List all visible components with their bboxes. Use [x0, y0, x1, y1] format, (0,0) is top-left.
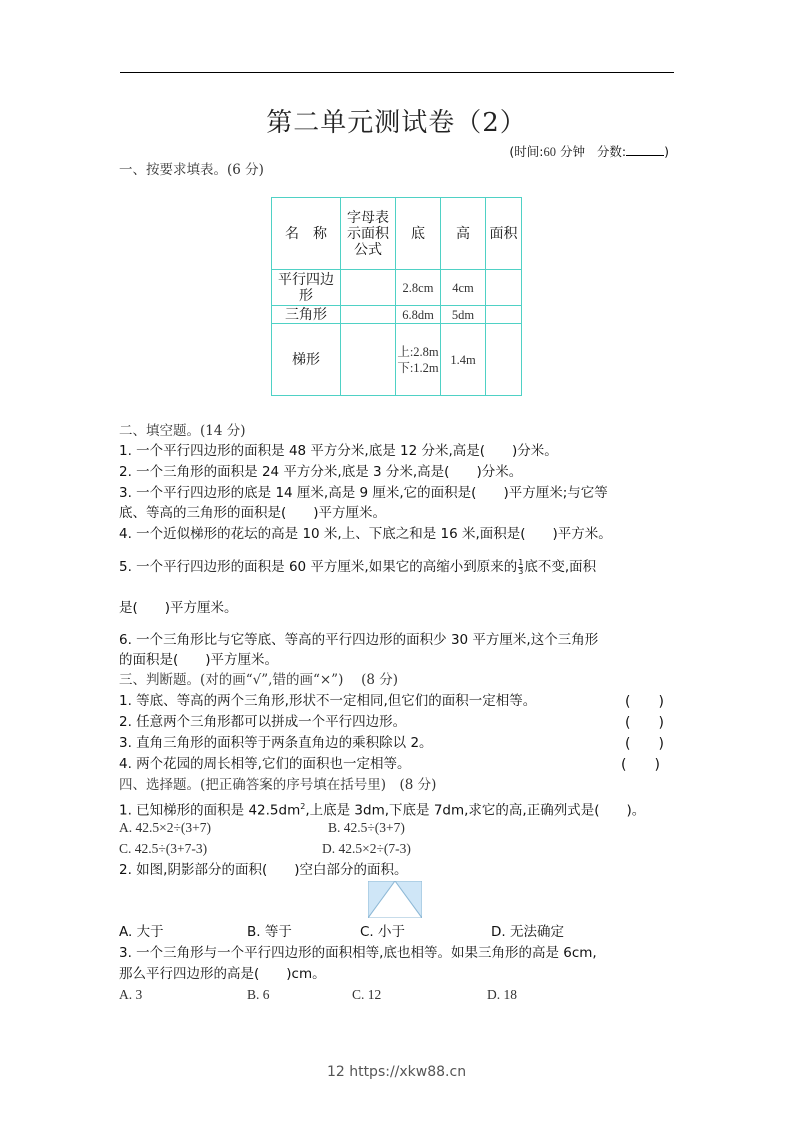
time-unit: 分钟: [559, 144, 585, 159]
time-value: 60: [543, 145, 556, 159]
header-height: 高: [441, 198, 486, 270]
choice-q2-option-c[interactable]: C. 小于: [360, 924, 406, 940]
fill-item-5-tail: 底不变,面积: [524, 559, 597, 575]
score-label: 分数:: [596, 144, 627, 159]
section3-heading: 三、判断题。(对的画“√”,错的画“×”) (8 分): [119, 672, 399, 688]
time-label: (时间:: [509, 144, 544, 159]
score-blank[interactable]: [626, 143, 664, 156]
page-title: 第二单元测试卷（2）: [266, 108, 527, 138]
row-base: 6.8dm: [396, 306, 441, 324]
choice-q1-text: 1. 已知梯形的面积是 42.5dm: [119, 802, 301, 819]
choice-q1-text-tail: ,上底是 3dm,下底是 7dm,求它的高,正确列式是( )。: [305, 802, 646, 819]
fill-item-3-cont: 底、等高的三角形的面积是( )平方厘米。: [119, 505, 387, 521]
fill-item-6-cont: 的面积是( )平方厘米。: [119, 652, 279, 668]
fraction-denominator: 3: [518, 566, 524, 576]
fill-item-3: 3. 一个平行四边形的底是 14 厘米,高是 9 厘米,它的面积是( )平方厘米;与它等: [119, 485, 608, 501]
page-footer: 12 https://xkw88.cn: [326, 1064, 467, 1080]
shaded-figure-icon: [368, 881, 422, 918]
section2-heading: 二、填空题。(14 分): [119, 423, 246, 439]
row-area-cell[interactable]: [486, 306, 522, 324]
choice-q2-option-d[interactable]: D. 无法确定: [491, 924, 564, 940]
choice-q3-cont: 那么平行四边形的高是( )cm。: [119, 966, 326, 982]
section1-heading: 一、按要求填表。(6 分): [119, 162, 264, 178]
row-base: 2.8cm: [396, 270, 441, 306]
section4-heading: 四、选择题。(把正确答案的序号填在括号里) (8 分): [119, 777, 437, 793]
choice-q3-option-b[interactable]: B. 6: [247, 987, 270, 1002]
choice-q3-option-a[interactable]: A. 3: [119, 987, 143, 1002]
choice-q1-option-b[interactable]: B. 42.5÷(3+7): [328, 820, 405, 835]
row-name: 平行四边形: [272, 270, 341, 306]
fraction: [518, 559, 523, 576]
choice-q3-option-c[interactable]: C. 12: [352, 987, 382, 1002]
fraction-numerator: 1: [518, 557, 524, 567]
exam-meta: [509, 142, 669, 160]
fill-item-2: 2. 一个三角形的面积是 24 平方分米,底是 3 分米,高是( )分米。: [119, 464, 523, 480]
judge-answer-4[interactable]: ( ): [621, 757, 660, 773]
header-base: 底: [396, 198, 441, 270]
header-formula: 字母表示面积公式: [341, 198, 396, 270]
judge-item-3: 3. 直角三角形的面积等于两条直角边的乘积除以 2。: [119, 735, 433, 751]
base-bottom: 下:1.2m: [397, 360, 439, 375]
fill-item-6: 6. 一个三角形比与它等底、等高的平行四边形的面积少 30 平方厘米,这个三角形: [119, 632, 599, 648]
row-height: 4cm: [441, 270, 486, 306]
judge-item-4: 4. 两个花园的周长相等,它们的面积也一定相等。: [119, 756, 411, 772]
judge-answer-1[interactable]: ( ): [625, 694, 664, 710]
header-area: 面积: [486, 198, 522, 270]
choice-q2-option-a[interactable]: A. 大于: [119, 924, 164, 940]
row-name: 梯形: [272, 324, 341, 396]
judge-answer-2[interactable]: ( ): [625, 715, 664, 731]
header-name: 名 称: [272, 198, 341, 270]
fill-item-5-text: 5. 一个平行四边形的面积是 60 平方厘米,如果它的高缩小到原来的: [119, 559, 518, 575]
fill-item-1: 1. 一个平行四边形的面积是 48 平方分米,底是 12 分米,高是( )分米。: [119, 443, 558, 459]
base-top: 上:2.8m: [397, 344, 439, 359]
choice-q1-option-a[interactable]: A. 42.5×2÷(3+7): [119, 820, 212, 835]
choice-q1-option-c[interactable]: C. 42.5÷(3+7-3): [119, 841, 208, 856]
row-formula-cell[interactable]: [341, 270, 396, 306]
row-area-cell[interactable]: [486, 324, 522, 396]
fill-item-5-cont: 是( )平方厘米。: [119, 600, 238, 616]
choice-q2-option-b[interactable]: B. 等于: [247, 924, 292, 940]
row-formula-cell[interactable]: [341, 324, 396, 396]
choice-q1: [119, 797, 645, 821]
meta-close: ): [664, 144, 669, 159]
choice-q3: 3. 一个三角形与一个平行四边形的面积相等,底也相等。如果三角形的高是 6cm,: [119, 945, 597, 961]
row-area-cell[interactable]: [486, 270, 522, 306]
superscript: 2: [300, 802, 306, 811]
choice-q1-option-d[interactable]: D. 42.5×2÷(7-3): [322, 841, 411, 856]
row-formula-cell[interactable]: [341, 306, 396, 324]
fill-item-5: [119, 557, 596, 577]
row-height: 5dm: [441, 306, 486, 324]
row-name: 三角形: [272, 306, 341, 324]
row-height: 1.4m: [441, 324, 486, 396]
header-rule: [120, 72, 674, 73]
judge-item-2: 2. 任意两个三角形都可以拼成一个平行四边形。: [119, 714, 407, 730]
choice-q2: 2. 如图,阴影部分的面积( )空白部分的面积。: [119, 862, 408, 878]
fill-table: [271, 197, 522, 396]
fill-item-4: 4. 一个近似梯形的花坛的高是 10 米,上、下底之和是 16 米,面积是( )平方米。: [119, 526, 612, 542]
row-base: [396, 324, 441, 396]
choice-q3-option-d[interactable]: D. 18: [487, 987, 517, 1002]
judge-answer-3[interactable]: ( ): [625, 736, 664, 752]
judge-item-1: 1. 等底、等高的两个三角形,形状不一定相同,但它们的面积一定相等。: [119, 693, 537, 709]
